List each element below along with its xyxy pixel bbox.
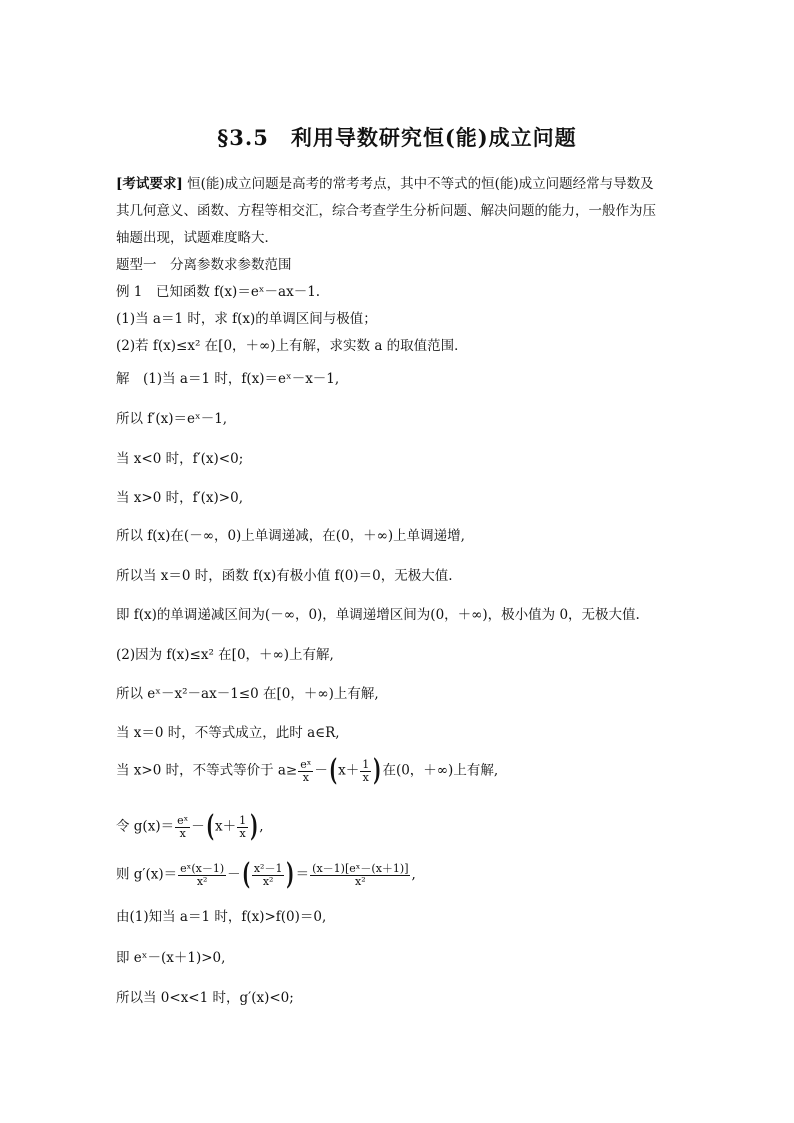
solution-line-7: 即 f(x)的单调递减区间为(－∞，0)，单调递增区间为(0，＋∞)，极小值为 0，无极大值. <box>116 607 640 623</box>
comma-2: , <box>411 866 416 883</box>
fraction-1-over-x-2: $\frac{1}{x}$ <box>239 813 247 840</box>
example-head: 例 1 已知函数 f(x)＝eˣ－ax－1. <box>116 284 321 300</box>
section-heading: 题型一 分离参数求参数范围 <box>116 257 292 273</box>
solution-line-16: 所以当 0<x<1 时，g′(x)<0; <box>116 990 294 1006</box>
fraction-derivative-3: $\frac{\text{(x－1)[eˣ－(x＋1)]}}{\text{x²}}$ <box>312 861 409 888</box>
x-plus: x＋ <box>338 762 360 779</box>
solution-line-10: 当 x＝0 时，不等式成立，此时 a∈R, <box>116 725 340 741</box>
equals-sign: ＝ <box>295 866 310 883</box>
fraction-ex-over-x: $\frac{\text{eˣ}}{x}$ <box>300 757 312 784</box>
minus-sign-3: － <box>227 866 241 883</box>
x-plus-2: x＋ <box>214 818 237 835</box>
solution-line-14: 由(1)知当 a＝1 时，f(x)>f(0)＝0, <box>116 909 327 925</box>
left-paren: ( <box>329 753 337 788</box>
fraction-derivative-1: $\frac{\text{eˣ(x－1)}}{\text{x²}}$ <box>180 861 225 888</box>
solution-line-6: 所以当 x＝0 时，函数 f(x)有极小值 f(0)＝0，无极大值. <box>116 568 453 584</box>
right-paren: ) <box>373 753 382 788</box>
solution-line-15: 即 eˣ－(x＋1)>0, <box>116 950 226 966</box>
solution-line-2: 所以 f′(x)＝eˣ－1, <box>116 411 228 427</box>
line-11-suffix: 在(0，＋∞)上有解, <box>382 762 499 779</box>
requirement-line-2: 其几何意义、函数、方程等相交汇，综合考查学生分析问题、解决问题的能力，一般作为压 <box>116 203 656 219</box>
comma: , <box>259 818 264 835</box>
right-paren-3: ) <box>286 857 295 892</box>
requirement-line-3: 轴题出现，试题难度略大． <box>116 230 278 246</box>
page-title: §3.5 利用导数研究恒(能)成立问题 <box>217 125 577 150</box>
minus-sign: － <box>314 762 328 779</box>
solution-line-3: 当 x<0 时，f′(x)<0; <box>116 451 244 467</box>
solution-line-8: (2)因为 f(x)≤x² 在[0，＋∞)上有解, <box>116 647 334 663</box>
solution-line-9: 所以 eˣ－x²－ax－1≤0 在[0，＋∞)上有解, <box>116 686 379 702</box>
solution-line-11 <box>116 753 499 788</box>
requirement-line-1 <box>116 175 654 193</box>
example-question-2: (2)若 f(x)≤x² 在[0，＋∞)上有解，求实数 a 的取值范围． <box>116 338 468 354</box>
requirement-label: [考试要求] <box>116 176 183 192</box>
example-question-1: (1)当 a＝1 时，求 f(x)的单调区间与极值； <box>116 311 377 327</box>
fraction-1-over-x: $\frac{1}{x}$ <box>362 757 370 784</box>
solution-line-13 <box>116 857 416 892</box>
left-paren-3: ( <box>241 857 250 892</box>
solution-line-5: 所以 f(x)在(－∞，0)上单调递减，在(0，＋∞)上单调递增, <box>116 528 465 544</box>
line-11-prefix: 当 x>0 时，不等式等价于 a≥ <box>116 762 298 779</box>
solution-line-4: 当 x>0 时，f′(x)>0, <box>116 490 243 506</box>
right-paren-2: ) <box>250 809 259 844</box>
left-paren-2: ( <box>205 809 214 844</box>
minus-sign-2: － <box>191 818 205 835</box>
solution-line-12 <box>116 809 264 844</box>
fraction-derivative-2: $\frac{\text{x²－1}}{\text{x²}}$ <box>253 861 283 888</box>
fraction-ex-over-x-2: $\frac{\text{eˣ}}{x}$ <box>177 813 189 840</box>
solution-line-1: 解 (1)当 a＝1 时，f(x)＝eˣ－x－1, <box>116 371 340 387</box>
requirement-text-1: 恒(能)成立问题是高考的常考考点，其中不等式的恒(能)成立问题经常与导数及 <box>187 176 654 192</box>
line-13-prefix: 则 g′(x)＝ <box>116 866 178 883</box>
line-12-prefix: 令 g(x)＝ <box>116 818 175 835</box>
